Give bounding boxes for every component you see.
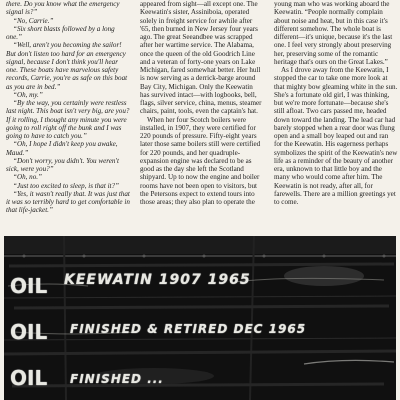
boiler-room-photo <box>4 236 396 400</box>
chalk-finished-note: FINISHED ... <box>70 372 164 386</box>
article-paragraph: When her four Scotch boilers were installed, in 1907, they were certified for 220 pounds of pressure. Fifty-eight years later those same boilers still were certified for 220 pounds, and her quadruple-expansion engine was declared to be as good as the day she left the Scotland shipyard. Up to now the engine and boiler rooms have not been open to visitors, but the Petersons expect to extend tours into those areas; they also plan to operate the <box>140 115 261 206</box>
article-paragraph: “By the way, you certainly were restless last night. This boat isn't very big, are you? If it rolling, I thought any minute you were going to roll right off the bunk and I was going to have to catch you.” <box>6 99 130 140</box>
article-paragraph: “Don't worry, you didn't. You weren't sick, were you?” <box>6 156 119 173</box>
article-column-2 <box>140 0 264 232</box>
article-columns <box>6 0 398 232</box>
article-paragraph: “Oh, I hope I didn't keep you awake, Maud.” <box>6 140 118 157</box>
photo-background <box>4 236 396 400</box>
article-paragraph: there. Do you know what the emergency signal is?” <box>6 0 120 17</box>
article-paragraph: “No, Carrie.” <box>13 16 54 25</box>
chalk-oil-label-1: OIL <box>10 274 48 298</box>
article-paragraph: “Just too excited to sleep, is that it?” <box>13 181 120 190</box>
article-column-1 <box>6 0 130 232</box>
article-paragraph: “Oh, my.” <box>13 90 43 99</box>
article-paragraph: appeared from sight—all except one. The Keewatin's sister, Assiniboia, operated solely in freight service for awhile after '65, then burned in New Jersey four years ago. The great Seeandbee was scrapped after her wartime service. The Alabama, once the queen of the old Goodrich Line and a veteran of forty-one years on Lake Michigan, fared somewhat better. Her hull is now serving as a derrick-barge around Bay City, Michigan. Only the Keewatin has survived intact—with logbooks, bell, flags, silver service, china, menus, steamer chairs, paint, tools, even the captain's hat. <box>140 0 262 116</box>
chalk-oil-label-3: OIL <box>10 366 48 390</box>
chalk-oil-label-2: OIL <box>10 320 48 344</box>
article-paragraph: “Oh, no.” <box>13 173 42 182</box>
article-paragraph: young man who was working aboard the Keewatin. “People normally complain about noise and heat, but in this case it's different somehow. The whole boat is different—it's unique, because it's the last one. I feel very strongly about preserving her, preserving some of the romantic heritage that's ours on the Great Lakes.” <box>274 0 393 66</box>
article-paragraph: “Yes, it wasn't really that. It was just that it was so terribly hard to get comfortable in that life-jacket.” <box>6 189 130 215</box>
chalk-retired-note: FINISHED & RETIRED DEC 1965 <box>70 322 307 336</box>
article-paragraph: As I drove away from the Keewatin, I stopped the car to take one more look at that mighty bow gleaming white in the sun. She's a fortunate old girl, I was thinking, but we're more fortunate—because she's still afloat. Two cars passed me, headed down toward the landing. The lead car had barely stopped when a rear door was flung open and a small boy leaped out and ran for the Keewatin. His eagerness perhaps symbolizes the spirit of the Keewatin's new life as a reminder of the beauty of another era, unknown to that little boy and the many who would come after him. The Keewatin is not ready, after all, for farewells. There are a million greetings yet to come. <box>274 66 398 206</box>
article-paragraph: “Well, aren't you becoming the sailor! But don't listen too hard for an emergency signal, because I don't think you'll hear one. These boats have marvelous safety records, Carrie, you're as safe on this boat as you are in bed.” <box>6 41 128 91</box>
article-column-3 <box>274 0 398 232</box>
article-paragraph: “Six short blasts followed by a long one.” <box>6 24 115 41</box>
chalk-keewatin-dates: KEEWATIN 1907 1965 <box>64 272 251 288</box>
